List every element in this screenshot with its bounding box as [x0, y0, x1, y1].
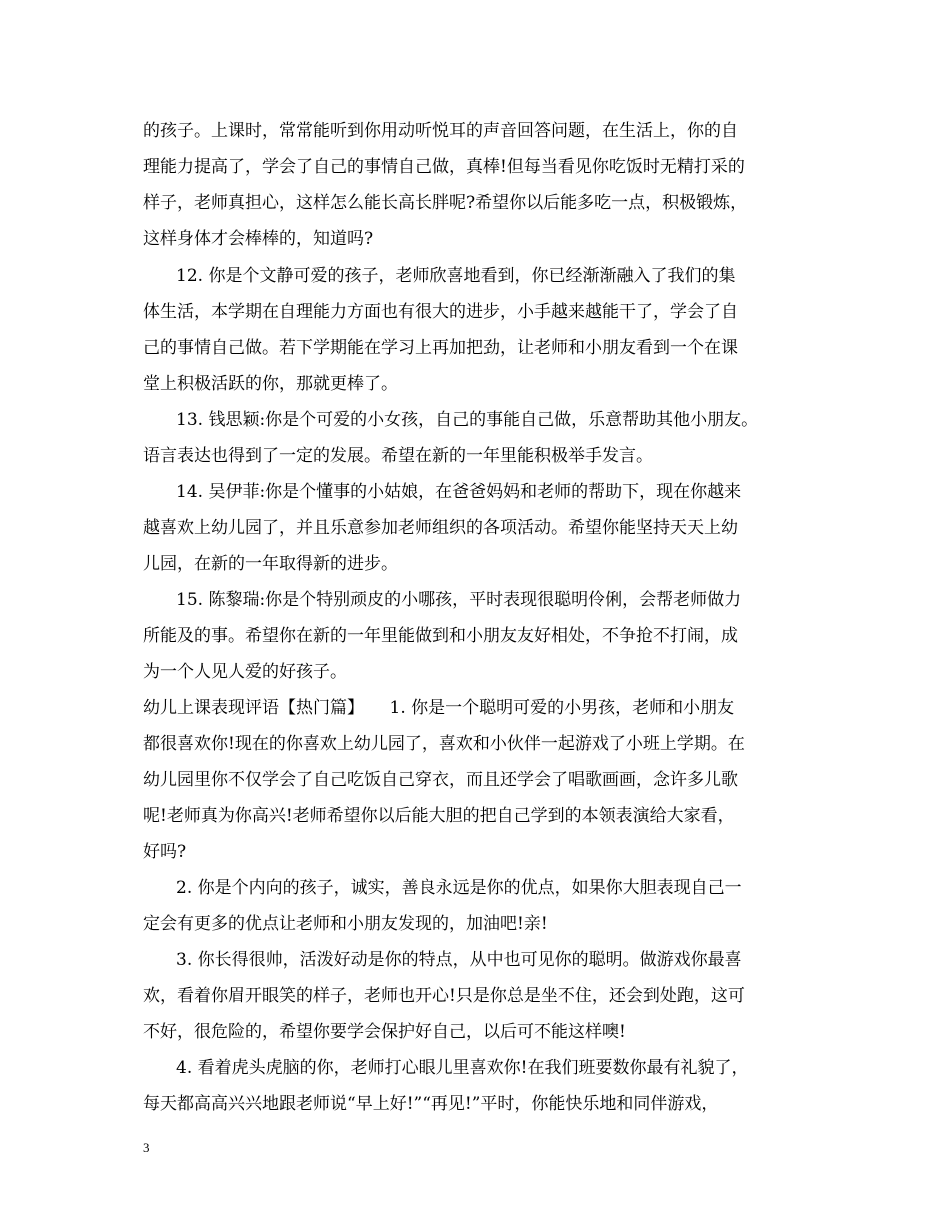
text-line: 语言表达也得到了一定的发展。希望在新的一年里能积极举手发言。 [143, 446, 653, 466]
text-line: 15. 陈黎瑞:你是个特别顽皮的小哪孩，平时表现很聪明伶俐，会帮老师做力 [176, 590, 742, 610]
section-heading-line: 幼儿上课表现评语【热门篇】 1. 你是一个聪明可爱的小男孩，老师和小朋友 [143, 698, 735, 718]
text-line: 2. 你是个内向的孩子，诚实，善良永远是你的优点，如果你大胆表现自己一 [176, 878, 742, 898]
text-line: 样子，老师真担心，这样怎么能长高长胖呢?希望你以后能多吃一点，积极锻炼， [143, 193, 748, 213]
text-line: 13. 钱思颖:你是个可爱的小女孩，自己的事能自己做，乐意帮助其他小朋友。 [176, 410, 759, 430]
text-line: 都很喜欢你!现在的你喜欢上幼儿园了，喜欢和小伙伴一起游戏了小班上学期。在 [143, 734, 745, 754]
text-line: 3. 你长得很帅，活泼好动是你的特点，从中也可见你的聪明。做游戏你最喜 [176, 950, 742, 970]
text-line: 欢，看着你眉开眼笑的样子，老师也开心!只是你总是坐不住，还会到处跑，这可 [143, 986, 745, 1006]
text-line: 为一个人见人爱的好孩子。 [143, 662, 347, 682]
text-line: 越喜欢上幼儿园了，并且乐意参加老师组织的各项活动。希望你能坚持天天上幼 [143, 518, 738, 538]
text-line: 儿园，在新的一年取得新的进步。 [143, 554, 398, 574]
text-line: 呢!老师真为你高兴!老师希望你以后能大胆的把自己学到的本领表演给大家看， [143, 806, 735, 826]
text-line: 12. 你是个文静可爱的孩子，老师欣喜地看到，你已经渐渐融入了我们的集 [176, 266, 736, 286]
text-line: 幼儿园里你不仅学会了自己吃饭自己穿衣，而且还学会了唱歌画画，念许多儿歌 [143, 770, 738, 790]
text-line: 好吗? [143, 842, 187, 862]
text-line: 这样身体才会棒棒的，知道吗? [143, 229, 374, 249]
text-line: 的孩子。上课时，常常能听到你用动听悦耳的声音回答问题，在生活上，你的自 [143, 121, 738, 141]
text-line: 定会有更多的优点让老师和小朋友发现的，加油吧!亲! [143, 914, 548, 934]
page-number: 3 [143, 1140, 150, 1155]
text-line: 不好，很危险的，希望你要学会保护好自己，以后可不能这样噢! [143, 1022, 626, 1042]
text-line: 己的事情自己做。若下学期能在学习上再加把劲，让老师和小朋友看到一个在课 [143, 338, 738, 358]
text-line: 体生活，本学期在自理能力方面也有很大的进步，小手越来越能干了，学会了自 [143, 302, 738, 322]
text-line: 所能及的事。希望你在新的一年里能做到和小朋友友好相处，不争抢不打闹，成 [143, 626, 738, 646]
text-line: 4. 看着虎头虎脑的你，老师打心眼儿里喜欢你!在我们班要数你最有礼貌了， [176, 1058, 749, 1078]
text-line: 14. 吴伊菲:你是个懂事的小姑娘，在爸爸妈妈和老师的帮助下，现在你越来 [176, 482, 742, 502]
text-line: 每天都高高兴兴地跟老师说“早上好!”“再见!”平时，你能快乐地和同伴游戏， [143, 1094, 719, 1114]
text-line: 理能力提高了，学会了自己的事情自己做，真棒!但每当看见你吃饭时无精打采的 [143, 157, 745, 177]
text-line: 堂上积极活跃的你，那就更棒了。 [143, 374, 398, 394]
